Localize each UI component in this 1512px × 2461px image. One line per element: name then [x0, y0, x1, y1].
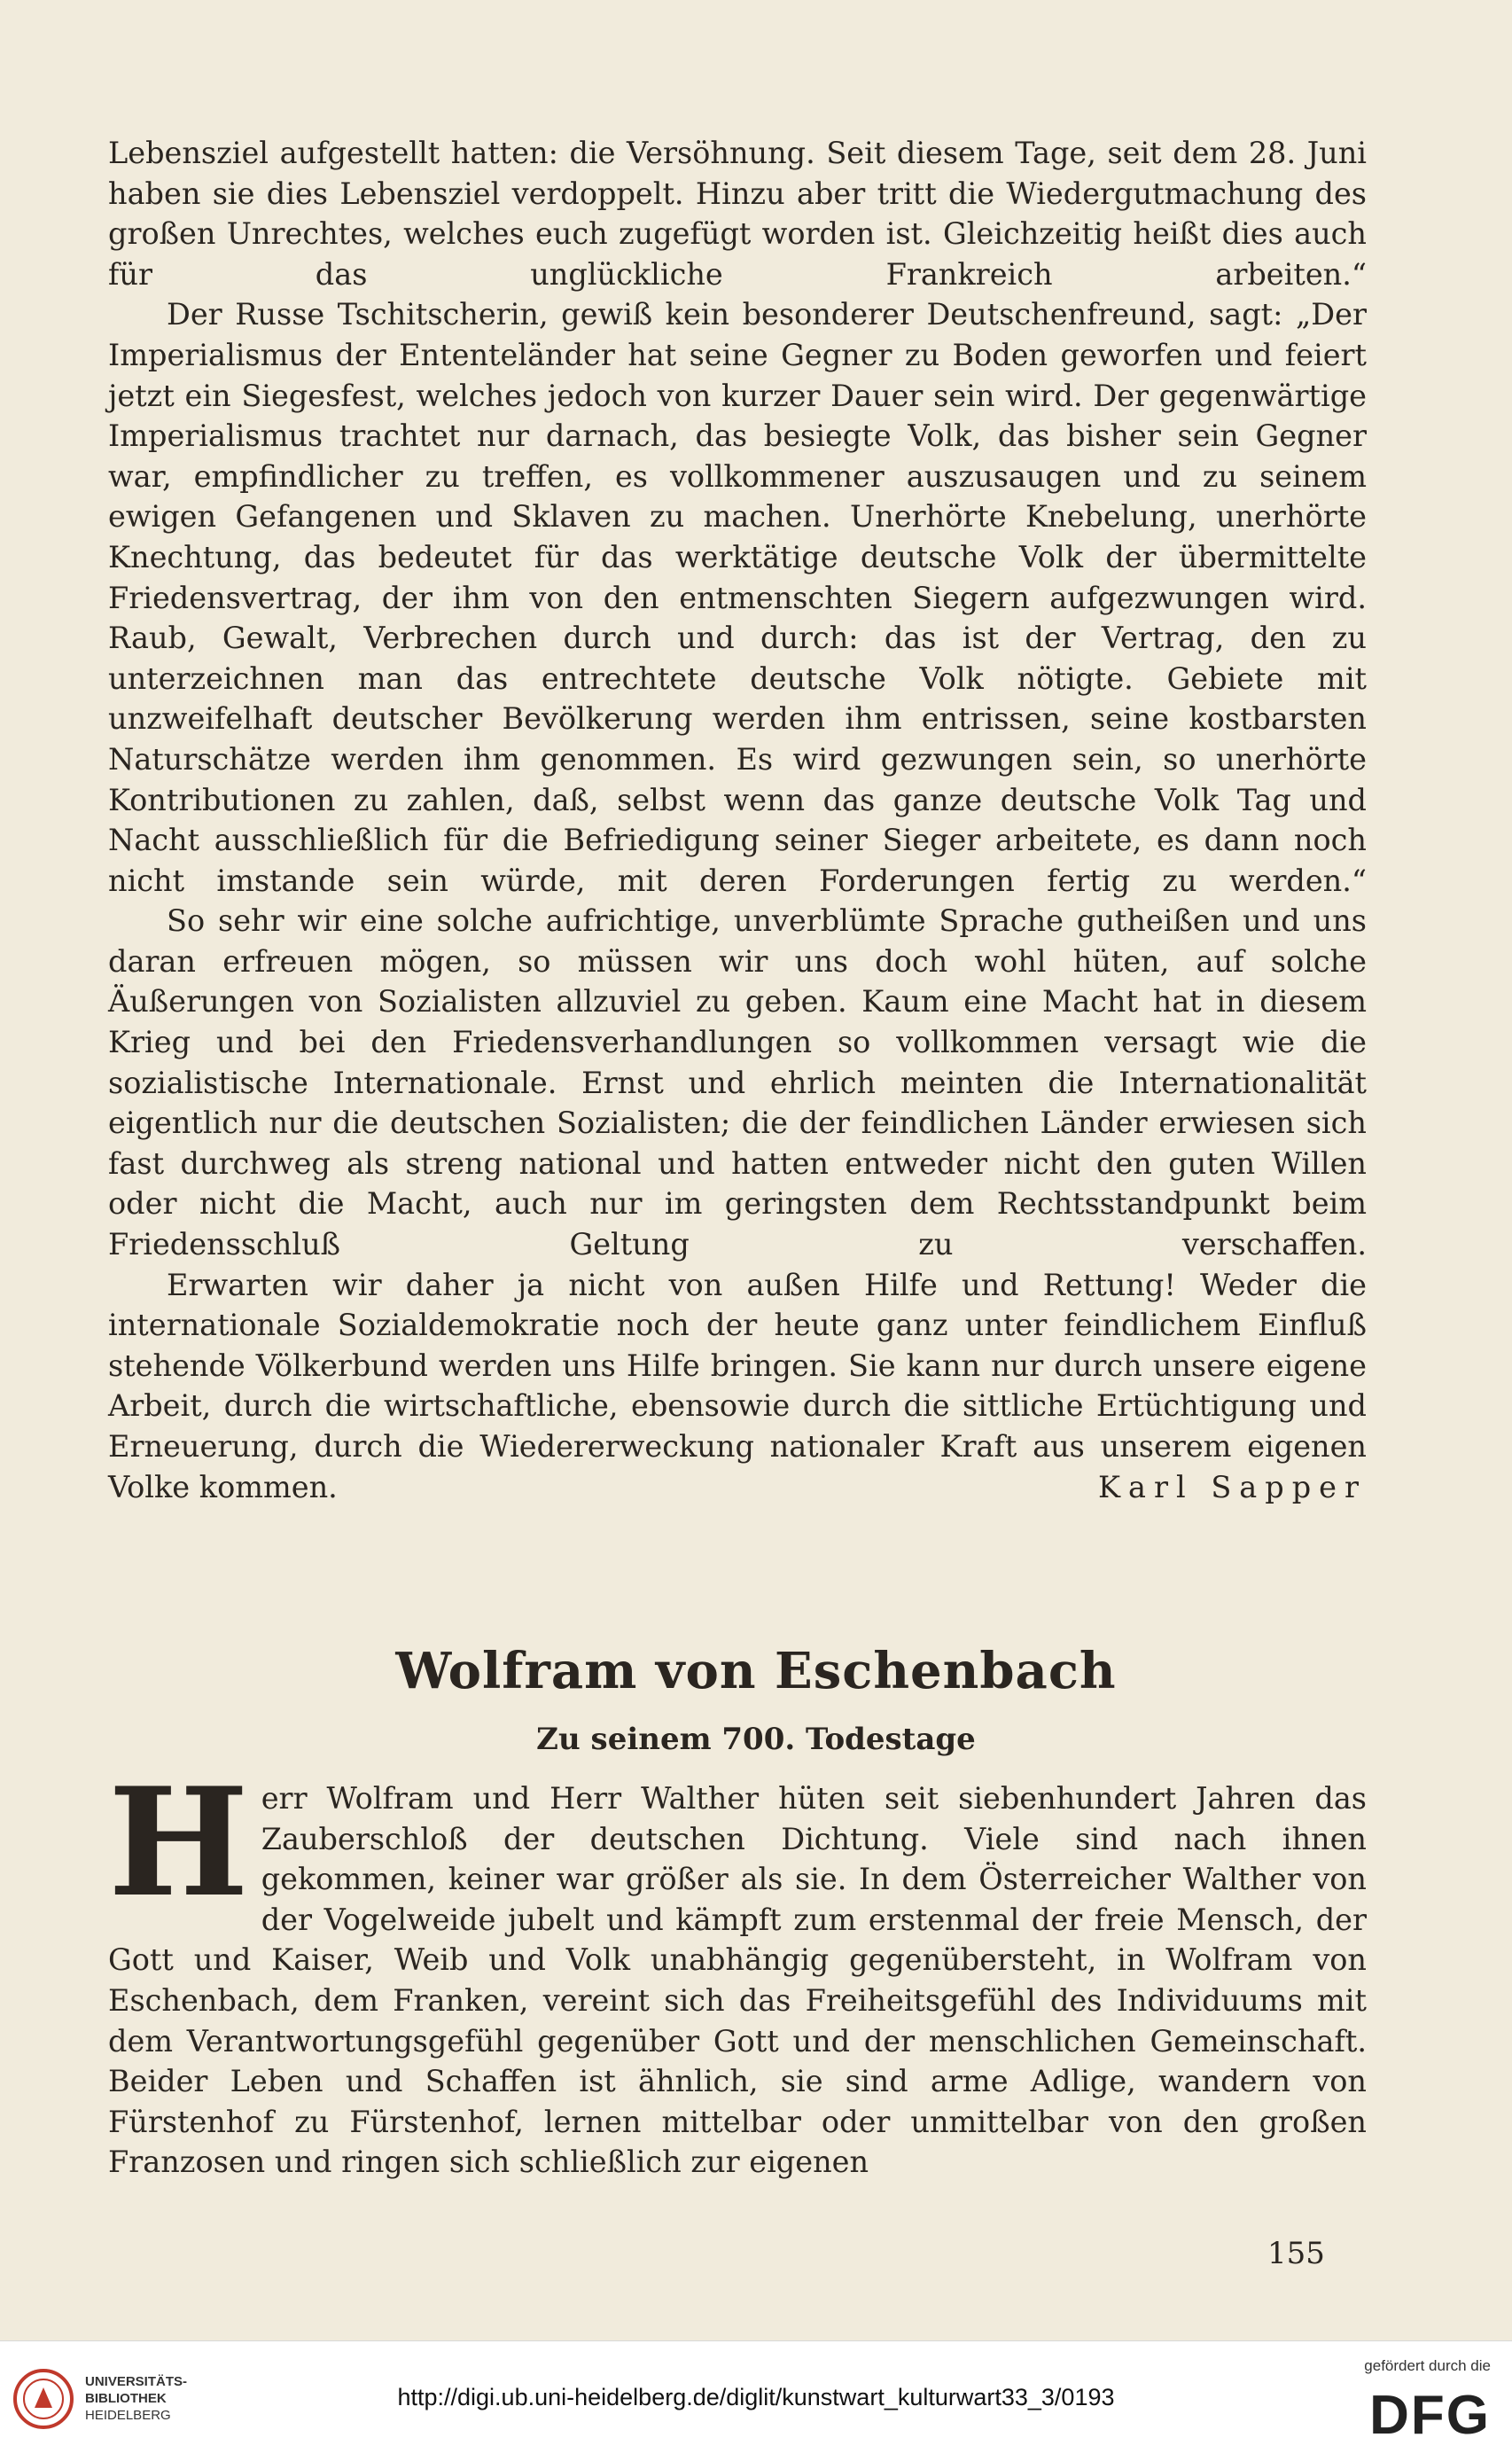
- article-subtitle: Zu seinem 700. Todestage: [536, 1722, 976, 1757]
- drop-cap: H: [108, 1754, 249, 1930]
- article-2-body: [108, 1754, 1367, 2183]
- article-1-body: [108, 133, 1367, 1507]
- dfg-logo: DFG: [1369, 2385, 1491, 2446]
- paragraph-4: Erwarten wir daher ja nicht von außen Hilfe und Rettung! Weder die internationale Sozialdemokratie noch der heute ganz unter feindlichem Einfluß stehende Völkerbund werden uns Hilfe bringen. Sie kann nur durch unsere eigene Arbeit, durch die wirtschaftliche, ebensowie durch die sittliche Ertüchtigung und Erneuerung, durch die Wiedererweckung nationaler Kraft aus unserem eigenen Volke kommen. Karl Sapper: [108, 1265, 1367, 1508]
- article-title: Wolfram von Eschenbach: [395, 1642, 1117, 1700]
- page-number: 155: [1267, 2236, 1325, 2271]
- funding-label: gefördert durch die: [1364, 2357, 1491, 2374]
- paragraph-3: So sehr wir eine solche aufrichtige, unverblümte Sprache gutheißen und uns daran erfreuen mögen, so müssen wir uns doch wohl hüten, auf solche Äußerungen von Sozialisten allzuviel zu geben. Kaum eine Macht hat in diesem Krieg und bei den Friedensverhandlungen so vollkommen versagt wie die sozialistische Internationale. Ernst und ehrlich meinten die Internationalität eigentlich nur die deutschen Sozialisten; die der feindlichen Länder erwiesen sich fast durchweg als streng national und hatten entweder nicht den guten Willen oder nicht die Macht, auch nur im geringsten dem Rechtsstandpunkt beim Friedensschluß Geltung zu verschaffen.: [108, 903, 1367, 1262]
- paragraph-2: Der Russe Tschitscherin, gewiß kein besonderer Deutschenfreund, sagt: „Der Imperialismus der Ententeländer hat seine Gegner zu Boden geworfen und feiert jetzt ein Siegesfest, welches jedoch von kurzer Dauer sein wird. Der gegenwärtige Imperialismus trachtet nur darnach, das besiegte Volk, das bisher sein Gegner war, empfindlicher zu treffen, es vollkommener auszusaugen und zu seinem ewigen Gefangenen und Sklaven zu machen. Unerhörte Knebelung, unerhörte Knechtung, das bedeutet für das werktätige deutsche Volk der übermittelte Friedensvertrag, der ihm von den entmenschten Siegern aufgezwungen wird. Raub, Gewalt, Verbrechen durch und durch: das ist der Vertrag, den zu unterzeichnen man das entrechtete deutsche Volk nötigte. Gebiete mit unzweifelhaft deutscher Bevölkerung werden ihm entrissen, seine kostbarsten Naturschätze werden ihm genommen. Es wird gezwungen sein, so unerhörte Kontributionen zu zahlen, daß, selbst wenn das ganze deutsche Volk Tag und Nacht ausschließlich für die Befriedigung seiner Sieger arbeitete, es dann noch nicht imstande sein würde, mit deren Forderungen fertig zu werden.“: [108, 297, 1367, 898]
- author-signature: Karl Sapper: [1097, 1469, 1367, 1504]
- paragraph-1: Lebensziel aufgestellt hatten: die Versöhnung. Seit diesem Tage, seit dem 28. Juni haben sie dies Lebensziel verdoppelt. Hinzu aber tritt die Wiedergutmachung des großen Unrechtes, welches euch zugefügt worden ist. Gleichzeitig heißt dies auch für das unglückliche Frankreich arbeiten.“: [108, 136, 1367, 292]
- institution-name: UNIVERSITÄTS- BIBLIOTHEK HEIDELBERG: [85, 2374, 188, 2423]
- paragraph-article-2: Herr Wolfram und Herr Walther hüten seit siebenhundert Jahren das Zauberschloß der deutschen Dichtung. Viele sind nach ihnen gekommen, keiner war größer als sie. In dem Österreicher Walther von der Vogelweide jubelt und kämpft zum erstenmal der freie Mensch, der Gott und Kaiser, Weib und Volk unabhängig gegenübersteht, in Wolfram von Eschenbach, dem Franken, vereint sich das Freiheitsgefühl des Individuums mit dem Verantwortungsgefühl gegenüber Gott und der menschlichen Gemeinschaft. Beider Leben und Schaffen ist ähnlich, sie sind arme Adlige, wandern von Fürstenhof zu Fürstenhof, lernen mittelbar oder unmittelbar von den großen Franzosen und ringen sich schließlich zur eigenen: [108, 1754, 1367, 2180]
- source-url-link[interactable]: http://digi.ub.uni-heidelberg.de/diglit/kunstwart_kulturwart33_3/0193: [397, 2384, 1115, 2410]
- footer-bar: [0, 2340, 1512, 2461]
